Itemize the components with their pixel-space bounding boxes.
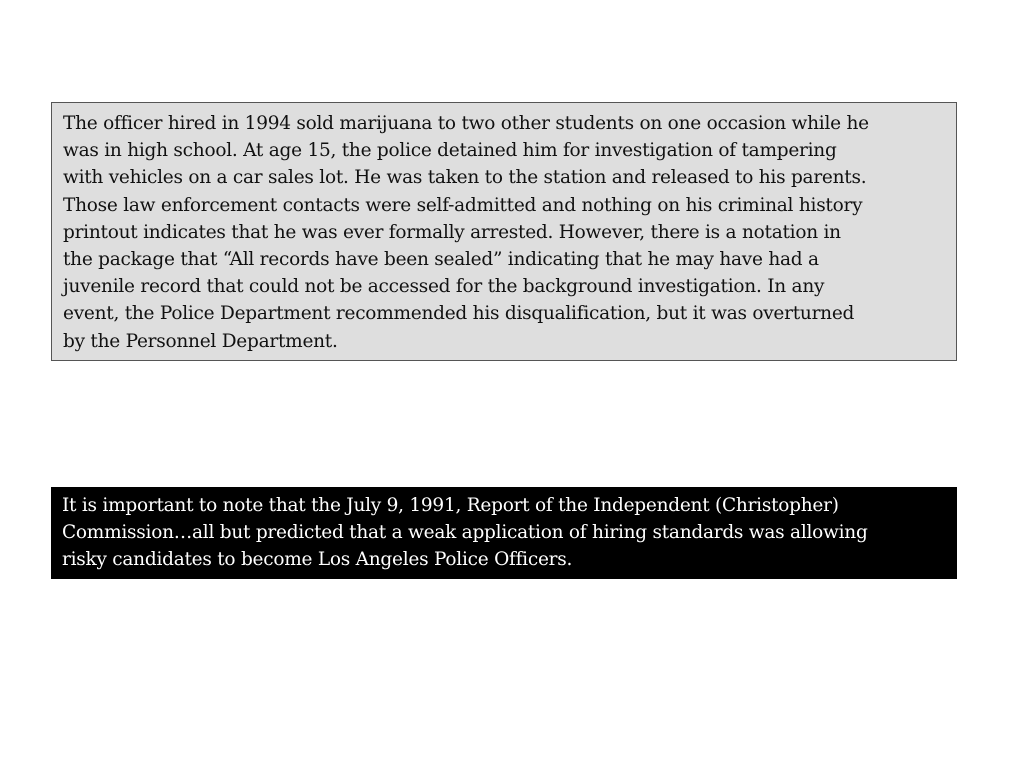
quote-line: The officer hired in 1994 sold marijuana to two other students on one occasion while he (63, 113, 869, 134)
quote-line: event, the Police Department recommended his disqualification, but it was overturned (63, 303, 855, 325)
quote-line: Those law enforcement contacts were self-admitted and nothing on his criminal history (63, 194, 863, 216)
quote-line: with vehicles on a car sales lot. He was taken to the station and released to his parents. (63, 167, 867, 189)
quote-paragraph (63, 110, 948, 355)
quote-line: printout indicates that he was ever formally arrested. However, there is a notation in (63, 221, 841, 243)
quote-text-box (51, 102, 957, 361)
note-text-box (51, 487, 957, 579)
quote-line: juvenile record that could not be accessed for the background investigation. In any (63, 276, 825, 298)
quote-line: by the Personnel Department. (63, 330, 338, 352)
quote-line: was in high school. At age 15, the police detained him for investigation of tampering (63, 140, 837, 162)
note-line: Commission…all but predicted that a weak application of hiring standards was allowing (62, 522, 868, 544)
note-line: It is important to note that the July 9, 1991, Report of the Independent (Christopher) (62, 495, 839, 516)
note-paragraph (62, 492, 949, 574)
quote-line: the package that “All records have been sealed” indicating that he may have had a (63, 249, 819, 271)
note-line: risky candidates to become Los Angeles Police Officers. (62, 549, 573, 571)
